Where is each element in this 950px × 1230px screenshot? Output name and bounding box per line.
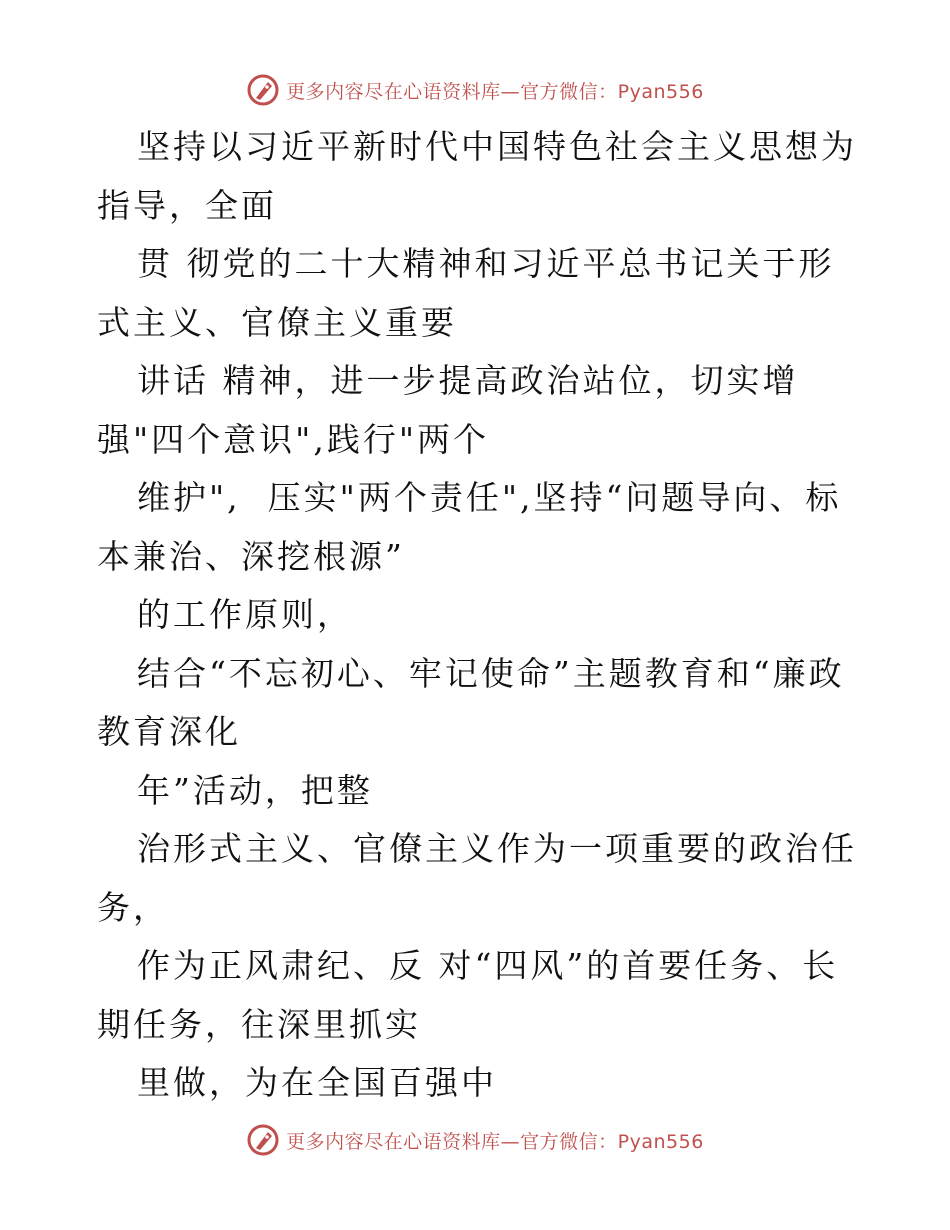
paragraph: 治形式主义、官僚主义作为一项重要的政治任务，: [97, 829, 857, 927]
paragraph: 讲话 精神，进一步提高政治站位，切实增强"四个意识",践行"两个: [97, 361, 799, 459]
paragraph: 贯 彻党的二十大精神和习近平总书记关于形式主义、官僚主义重要: [97, 244, 835, 342]
watermark-text: 更多内容尽在心语资料库—官方微信：Pyan556: [286, 1130, 704, 1153]
paragraph: 里做，为在全国百强中: [137, 1063, 497, 1102]
paragraph: 坚持以习近平新时代中国特色社会主义思想为指导，全面: [97, 127, 857, 225]
paragraph: 维护", 压实"两个责任",坚持“问题导向、标本兼治、深挖根源”: [97, 478, 842, 576]
pen-nib-circle-icon: [246, 1123, 280, 1157]
document-body: [97, 118, 857, 1113]
paragraph: 作为正风肃纪、反 对“四风”的首要任务、长期任务，往深里抓实: [97, 946, 839, 1044]
paragraph: 结合“不忘初心、牢记使命”主题教育和“廉政教育深化: [97, 653, 845, 751]
pen-nib-circle-icon: [246, 73, 280, 107]
header-watermark: [0, 70, 950, 110]
watermark-text: 更多内容尽在心语资料库—官方微信：Pyan556: [286, 80, 704, 103]
paragraph: 的工作原则，: [137, 595, 353, 634]
paragraph: 年”活动，把整: [137, 770, 373, 810]
footer-watermark: [0, 1120, 950, 1160]
